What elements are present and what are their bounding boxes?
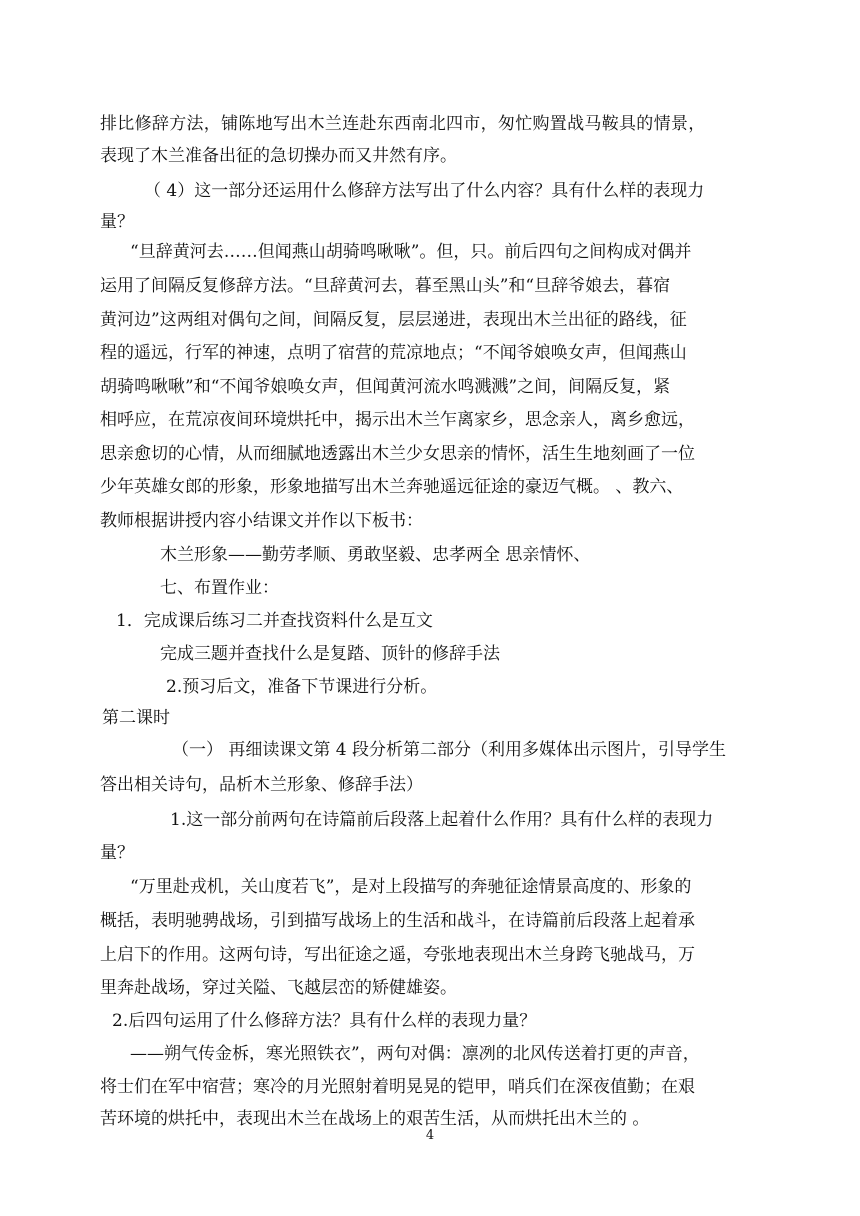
- text-line: 将士们在军中宿营；寒冷的月光照射着明晃晃的铠甲，哨兵们在深夜值勤；在艰: [100, 1077, 695, 1097]
- text-line: 完成三题并查找什么是复踏、顶针的修辞手法: [160, 644, 500, 664]
- text-line: 表现了木兰准备出征的急切操办而又井然有序。: [100, 146, 457, 166]
- text-line: 相呼应，在荒凉夜间环境烘托中，揭示出木兰乍离家乡，思念亲人，离乡愈远，: [100, 410, 695, 430]
- text-line: 上启下的作用。这两句诗，写出征途之遥，夸张地表现出木兰身跨飞驰战马，万: [100, 945, 695, 965]
- text-line: 2.后四句运用了什么修辞方法？具有什么样的表现力量？: [112, 1011, 537, 1031]
- text-line: （ 4）这一部分还运用什么修辞方法写出了什么内容？具有什么样的表现力: [144, 181, 705, 201]
- text-line: （一） 再细读课文第 4 段分析第二部分（利用多媒体出示图片，引导学生: [172, 740, 727, 760]
- page-number: 4: [425, 1128, 435, 1143]
- text-line: 里奔赴战场，穿过关隘、飞越层峦的矫健雄姿。: [100, 978, 457, 998]
- text-line: 第二课时: [102, 708, 170, 728]
- text-line: 木兰形象——勤劳孝顺、勇敢坚毅、忠孝两全 思亲情怀、: [160, 545, 591, 565]
- text-line: 运用了间隔反复修辞方法。“旦辞黄河去，暮至黑山头”和“旦辞爷娘去，暮宿: [100, 276, 671, 296]
- text-line: ——朔气传金柝，寒光照铁衣”，两句对偶：凛冽的北风传送着打更的声音，: [130, 1044, 700, 1064]
- text-line: “旦辞黄河去……但闻燕山胡骑鸣啾啾”。但，只。前后四句之间构成对偶并: [130, 242, 692, 262]
- text-line: 量？: [100, 212, 134, 232]
- text-line: 排比修辞方法，铺陈地写出木兰连赴东西南北四市，匆忙购置战马鞍具的情景，: [100, 114, 706, 134]
- text-line: 七、布置作业：: [160, 578, 279, 598]
- text-line: 胡骑鸣啾啾”和“不闻爷娘唤女声，但闻黄河流水鸣溅溅”之间，间隔反复，紧: [100, 377, 671, 397]
- text-line: 2.预习后文，准备下节课进行分析。: [166, 677, 438, 697]
- text-line: 苦环境的烘托中，表现出木兰在战场上的艰苦生活，从而烘托出木兰的 。: [100, 1109, 650, 1129]
- text-line: “万里赴戎机，关山度若飞”，是对上段描写的奔驰征途情景高度的、形象的: [130, 877, 692, 897]
- text-line: 概括，表明驰骋战场，引到描写战场上的生活和战斗，在诗篇前后段落上起着承: [100, 911, 695, 931]
- text-line: 答出相关诗句，品析木兰形象、修辞手法）: [100, 775, 423, 795]
- text-line: 程的遥远，行军的神速，点明了宿营的荒凉地点；“不闻爷娘唤女声，但闻燕山: [100, 343, 687, 363]
- text-line: 1．完成课后练习二并查找资料什么是互文: [116, 611, 433, 631]
- text-line: 黄河边”这两组对偶句之间，间隔反复，层层递进，表现出木兰出征的路线，征: [100, 310, 687, 330]
- text-line: 教师根据讲授内容小结课文并作以下板书：: [100, 511, 423, 531]
- text-line: 少年英雄女郎的形象，形象地描写出木兰奔驰遥远征途的豪迈气概。 、教六、: [100, 477, 684, 497]
- text-line: 1.这一部分前两句在诗篇前后段落上起着什么作用？具有什么样的表现力: [170, 810, 714, 830]
- text-line: 量？: [100, 843, 134, 863]
- text-line: 思亲愈切的心情，从而细腻地透露出木兰少女思亲的情怀，活生生地刻画了一位: [100, 444, 695, 464]
